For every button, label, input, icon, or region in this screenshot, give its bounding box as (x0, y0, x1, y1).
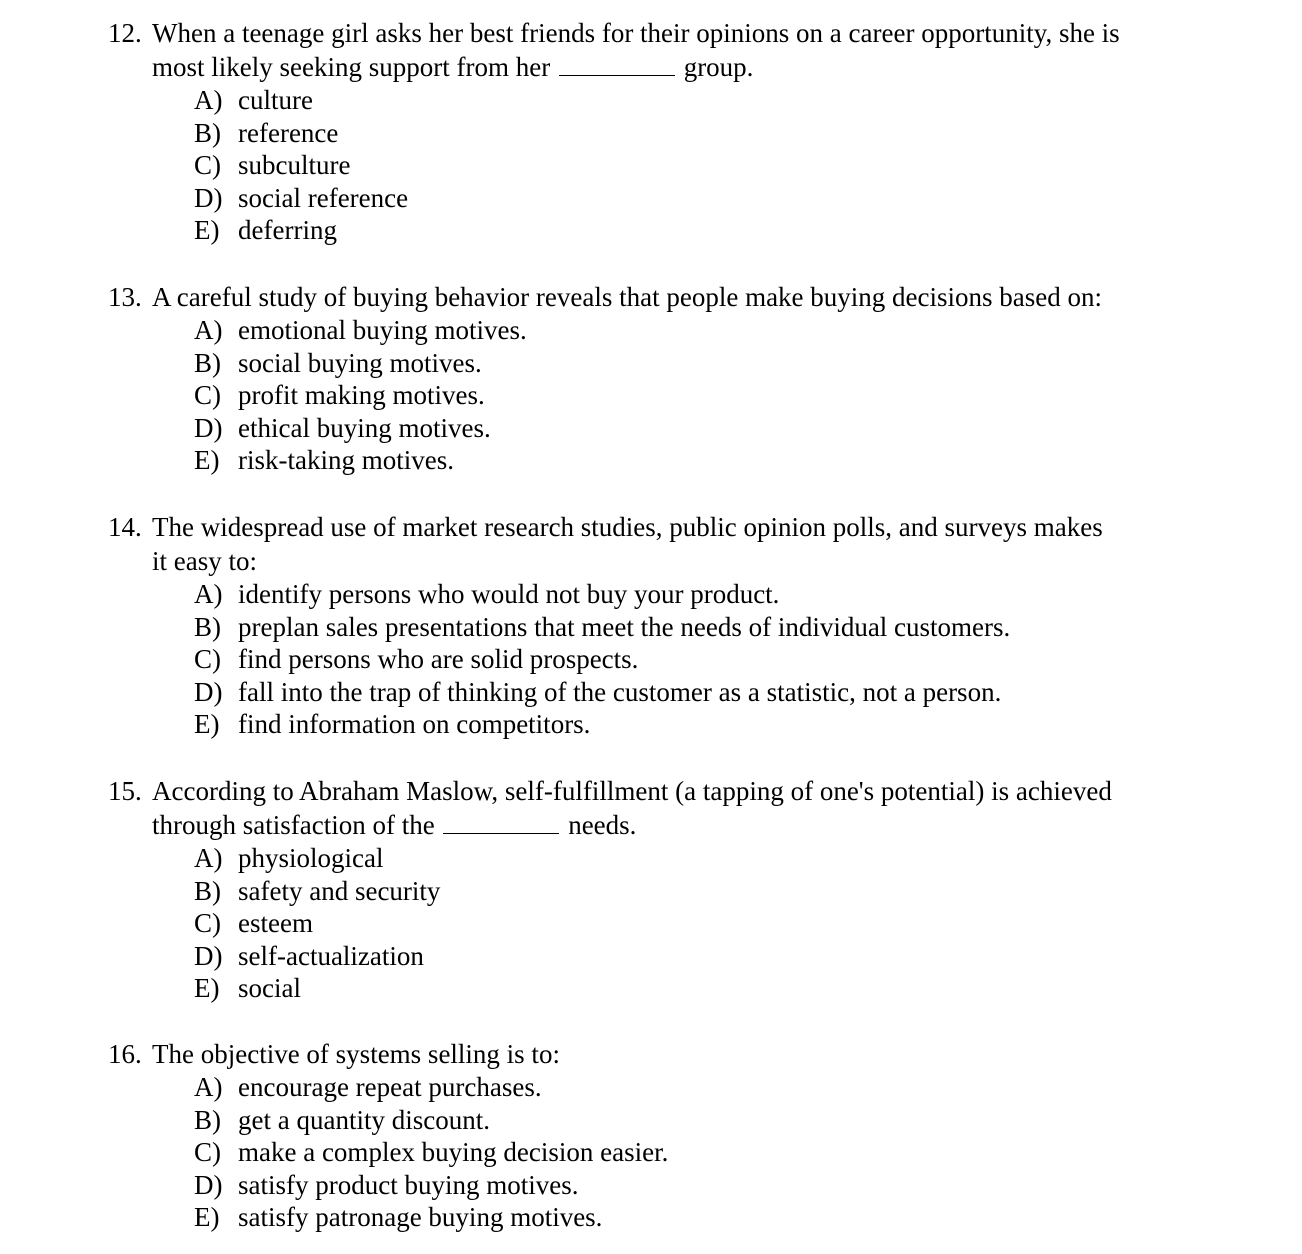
option-letter: E) (194, 445, 220, 475)
question-text: A careful study of buying behavior reveals that people make buying decisions based on: (152, 282, 1102, 312)
option-text: find persons who are solid prospects. (238, 644, 639, 674)
option-letter: A) (194, 843, 223, 873)
answer-option (194, 940, 1218, 973)
question-text: group. (683, 52, 754, 82)
option-text: culture (238, 85, 313, 115)
question-text: it easy to: (152, 546, 257, 576)
answer-option (194, 611, 1218, 644)
option-letter: C) (194, 908, 221, 938)
option-letter: A) (194, 315, 223, 345)
answer-option (194, 1136, 1218, 1169)
answer-option (194, 578, 1218, 611)
option-letter: E) (194, 215, 220, 245)
question-number: 13. (108, 282, 142, 312)
answer-options (194, 84, 1218, 247)
answer-option (194, 347, 1218, 380)
question-text: needs. (568, 810, 637, 840)
option-letter: E) (194, 1202, 220, 1232)
option-letter: C) (194, 380, 221, 410)
option-text: reference (238, 117, 339, 148)
answer-option (194, 149, 1218, 182)
option-letter: D) (194, 412, 223, 443)
option-letter: D) (194, 940, 223, 971)
option-letter: D) (194, 1169, 223, 1200)
question-12 (108, 16, 1218, 247)
option-text: self-actualization (238, 940, 424, 971)
question-16 (108, 1037, 1218, 1234)
option-text: encourage repeat purchases. (238, 1072, 542, 1102)
option-text: preplan sales presentations that meet the needs of individual customers. (238, 611, 1011, 642)
option-text: make a complex buying decision easier. (238, 1137, 669, 1167)
option-text: ethical buying motives. (238, 412, 491, 443)
option-text: social (238, 973, 301, 1003)
option-letter: B) (194, 611, 221, 642)
answer-option (194, 182, 1218, 215)
option-letter: C) (194, 1137, 221, 1167)
question-text: According to Abraham Maslow, self-fulfillment (a tapping of one's potential) is achieved (152, 776, 1112, 806)
answer-option (194, 412, 1218, 445)
question-13 (108, 280, 1218, 477)
option-letter: C) (194, 150, 221, 180)
option-letter: E) (194, 973, 220, 1003)
answer-option (194, 708, 1218, 741)
option-letter: A) (194, 1072, 223, 1102)
answer-option (194, 643, 1218, 676)
option-text: social buying motives. (238, 347, 482, 378)
option-letter: D) (194, 182, 223, 213)
option-letter: E) (194, 709, 220, 739)
question-text: When a teenage girl asks her best friends for their opinions on a career opportunity, she is (152, 18, 1120, 48)
question-text: The objective of systems selling is to: (152, 1039, 560, 1069)
question-text: most likely seeking support from her (152, 52, 551, 82)
answer-blank (443, 811, 559, 834)
question-text: through satisfaction of the (152, 810, 435, 840)
question-text: The widespread use of market research studies, public opinion polls, and surveys makes (152, 512, 1103, 542)
answer-options (194, 842, 1218, 1005)
option-letter: B) (194, 117, 221, 148)
option-text: profit making motives. (238, 380, 485, 410)
answer-option (194, 214, 1218, 247)
option-text: deferring (238, 215, 337, 245)
answer-option (194, 875, 1218, 908)
option-text: esteem (238, 908, 313, 938)
option-letter: D) (194, 676, 223, 707)
question-stem (108, 510, 1218, 578)
answer-option (194, 907, 1218, 940)
option-text: identify persons who would not buy your product. (238, 579, 780, 609)
answer-option (194, 1169, 1218, 1202)
option-letter: A) (194, 579, 223, 609)
option-text: emotional buying motives. (238, 315, 527, 345)
option-text: satisfy product buying motives. (238, 1169, 579, 1200)
question-number: 15. (108, 776, 142, 806)
option-text: safety and security (238, 875, 441, 906)
answer-option (194, 1071, 1218, 1104)
question-number: 16. (108, 1039, 142, 1069)
answer-options (194, 578, 1218, 741)
answer-option (194, 117, 1218, 150)
question-stem (108, 16, 1218, 84)
option-text: physiological (238, 843, 384, 873)
answer-options (194, 1071, 1218, 1234)
option-text: get a quantity discount. (238, 1104, 490, 1135)
answer-option (194, 1201, 1218, 1234)
option-letter: B) (194, 875, 221, 906)
option-letter: C) (194, 644, 221, 674)
answer-option (194, 972, 1218, 1005)
answer-options (194, 314, 1218, 477)
question-15 (108, 774, 1218, 1005)
answer-option (194, 379, 1218, 412)
answer-option (194, 676, 1218, 709)
question-number: 14. (108, 512, 142, 542)
question-stem (108, 280, 1218, 314)
option-text: find information on competitors. (238, 709, 591, 739)
question-number: 12. (108, 18, 142, 48)
answer-option (194, 314, 1218, 347)
question-14 (108, 510, 1218, 741)
question-stem (108, 1037, 1218, 1071)
option-text: social reference (238, 182, 409, 213)
option-text: subculture (238, 150, 351, 180)
answer-blank (559, 53, 675, 76)
option-text: risk-taking motives. (238, 445, 454, 475)
answer-option (194, 1104, 1218, 1137)
answer-option (194, 842, 1218, 875)
answer-option (194, 444, 1218, 477)
option-text: fall into the trap of thinking of the customer as a statistic, not a person. (238, 676, 1002, 707)
option-text: satisfy patronage buying motives. (238, 1202, 603, 1232)
option-letter: A) (194, 85, 223, 115)
answer-option (194, 84, 1218, 117)
option-letter: B) (194, 347, 221, 378)
question-stem (108, 774, 1218, 842)
option-letter: B) (194, 1104, 221, 1135)
